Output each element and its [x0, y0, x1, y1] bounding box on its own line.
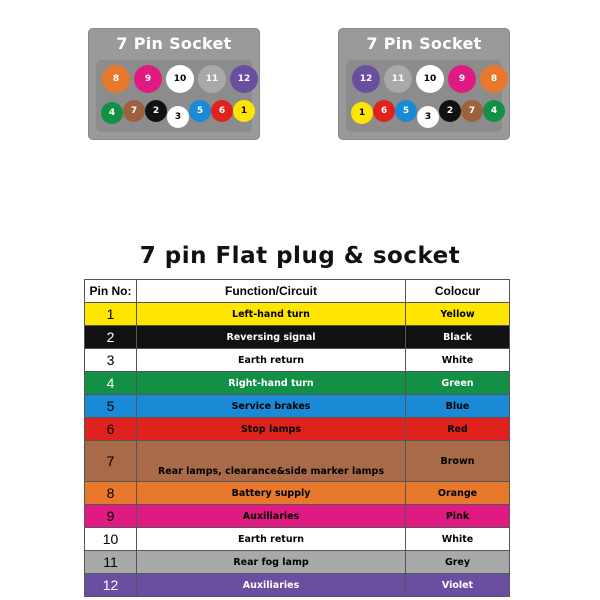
- function-cell: Service brakes: [137, 395, 406, 418]
- pin-2-contact: 2: [145, 100, 167, 122]
- function-cell: Reversing signal: [137, 326, 406, 349]
- table-row: [85, 482, 510, 505]
- pin-5-contact: 5: [395, 100, 417, 122]
- colour-cell: Red: [406, 418, 510, 441]
- pin-12-contact: 12: [352, 65, 380, 93]
- table-row: [85, 395, 510, 418]
- pin-11-contact: 11: [384, 65, 412, 93]
- pin-number-cell: 12: [85, 574, 137, 597]
- pin-number-cell: 1: [85, 303, 137, 326]
- pin-3-contact: 3: [417, 106, 439, 128]
- pin-5-contact: 5: [189, 100, 211, 122]
- pin-6-contact: 6: [373, 100, 395, 122]
- pin-number-cell: 3: [85, 349, 137, 372]
- pin-number-cell: 4: [85, 372, 137, 395]
- table-row: [85, 574, 510, 597]
- table-row: [85, 372, 510, 395]
- function-cell: Battery supply: [137, 482, 406, 505]
- pin-7-contact: 7: [123, 100, 145, 122]
- colour-cell: White: [406, 528, 510, 551]
- table-row: [85, 418, 510, 441]
- function-cell: Auxiliaries: [137, 574, 406, 597]
- header-colour: Colocur: [406, 280, 510, 303]
- pin-2-contact: 2: [439, 100, 461, 122]
- function-cell: Stop lamps: [137, 418, 406, 441]
- pin-1-contact: 1: [351, 102, 373, 124]
- function-cell: Earth return: [137, 349, 406, 372]
- table-row: [85, 303, 510, 326]
- pin-8-contact: 8: [480, 65, 508, 93]
- socket-face: [96, 60, 252, 132]
- table-row: [85, 441, 510, 482]
- pin-table: [84, 279, 510, 597]
- pin-number-cell: 2: [85, 326, 137, 349]
- function-cell: Earth return: [137, 528, 406, 551]
- pin-3-contact: 3: [167, 106, 189, 128]
- header-pin-no: Pin No:: [85, 280, 137, 303]
- colour-cell: Orange: [406, 482, 510, 505]
- table-row: [85, 326, 510, 349]
- pin-10-contact: 10: [416, 65, 444, 93]
- pin-11-contact: 11: [198, 65, 226, 93]
- pin-8-contact: 8: [102, 65, 130, 93]
- pin-number-cell: 6: [85, 418, 137, 441]
- colour-cell: Yellow: [406, 303, 510, 326]
- socket-face: [346, 60, 502, 132]
- colour-cell: Pink: [406, 505, 510, 528]
- table-row: [85, 528, 510, 551]
- pin-number-cell: 8: [85, 482, 137, 505]
- colour-cell: Violet: [406, 574, 510, 597]
- colour-cell: Green: [406, 372, 510, 395]
- pin-9-contact: 9: [448, 65, 476, 93]
- pin-number-cell: 9: [85, 505, 137, 528]
- socket-panel-left: [88, 28, 260, 140]
- table-row: [85, 349, 510, 372]
- pin-1-contact: 1: [233, 100, 255, 122]
- pin-4-contact: 4: [101, 102, 123, 124]
- pin-9-contact: 9: [134, 65, 162, 93]
- table-row: [85, 505, 510, 528]
- table-row: [85, 551, 510, 574]
- header-function: Function/Circuit: [137, 280, 406, 303]
- socket-title: 7 Pin Socket: [116, 34, 232, 53]
- function-cell: Rear lamps, clearance&side marker lamps: [137, 441, 406, 482]
- pin-number-cell: 10: [85, 528, 137, 551]
- pin-number-cell: 11: [85, 551, 137, 574]
- colour-cell: Black: [406, 326, 510, 349]
- function-cell: Rear fog lamp: [137, 551, 406, 574]
- table-header-row: [85, 280, 510, 303]
- pin-number-cell: 7: [85, 441, 137, 482]
- pin-12-contact: 12: [230, 65, 258, 93]
- function-cell: Right-hand turn: [137, 372, 406, 395]
- colour-cell: Grey: [406, 551, 510, 574]
- function-cell: Left-hand turn: [137, 303, 406, 326]
- colour-cell: Brown: [406, 441, 510, 482]
- pin-4-contact: 4: [483, 100, 505, 122]
- colour-cell: White: [406, 349, 510, 372]
- socket-title: 7 Pin Socket: [366, 34, 482, 53]
- socket-panel-right: [338, 28, 510, 140]
- page-title: 7 pin Flat plug & socket: [139, 243, 461, 269]
- pin-7-contact: 7: [461, 100, 483, 122]
- function-cell: Auxiliaries: [137, 505, 406, 528]
- pin-10-contact: 10: [166, 65, 194, 93]
- pin-6-contact: 6: [211, 100, 233, 122]
- colour-cell: Blue: [406, 395, 510, 418]
- pin-number-cell: 5: [85, 395, 137, 418]
